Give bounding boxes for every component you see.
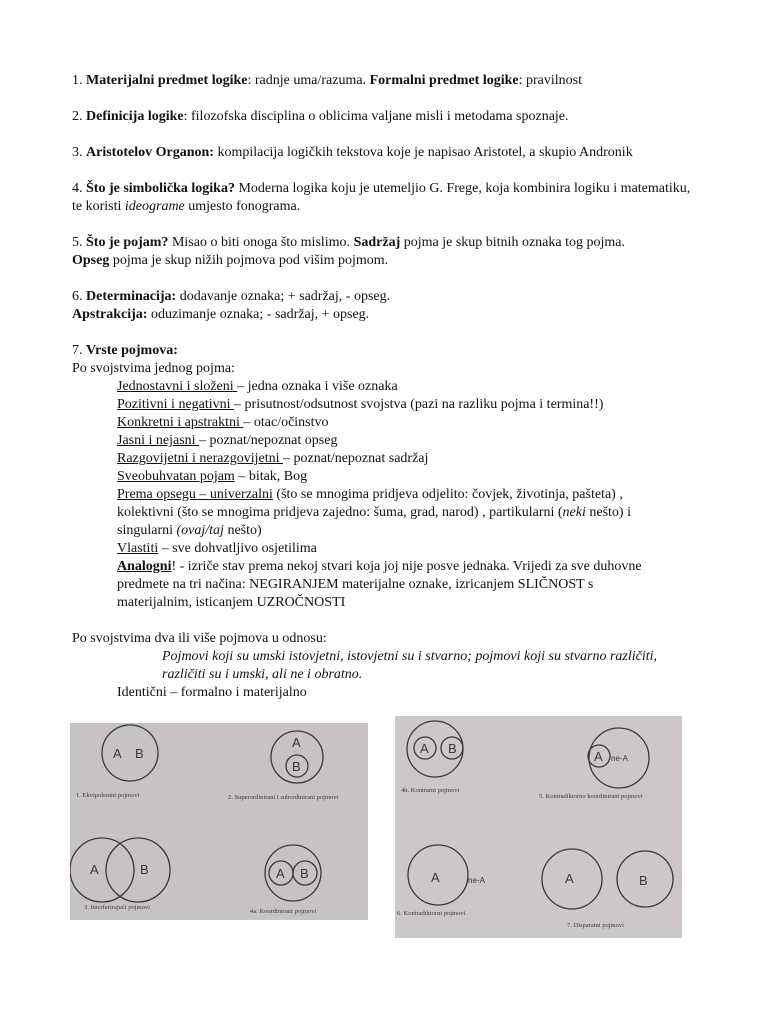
- document-body: [72, 72, 698, 702]
- caption-1: 1. Ekvipolentni pojmovi: [76, 792, 140, 799]
- label-a: A: [90, 862, 99, 877]
- label-a: A: [113, 746, 122, 761]
- quote-line-1: Pojmovi koji su umski istovjetni, istovjetni su i stvarno; pojmovi koji su stvarno različiti,: [162, 649, 658, 664]
- concept-type-9: Analogni! - izriče stav prema nekoj stvari koja joj nije posve jednaka. Vrijedi za sve duhovne: [117, 559, 642, 574]
- label-b: B: [448, 741, 457, 756]
- concept-type-4: Jasni i nejasni – poznat/nepoznat opseg: [117, 433, 338, 448]
- label-a: A: [565, 871, 574, 886]
- concept-type-7-line-2: kolektivni (što se mnogima pridjeva zajedno: šuma, grad, narod) , partikularni (neki nešto) i: [117, 505, 631, 520]
- concept-type-8: Vlastiti – sve dohvatljivo osjetilima: [117, 541, 317, 556]
- venn-photo-left: [70, 723, 368, 920]
- item-3: 3. Aristotelov Organon: kompilacija logičkih tekstova koje je napisao Aristotel, a skupio Andronik: [72, 145, 633, 160]
- item-1: 1. Materijalni predmet logike: radnje uma/razuma. Formalni predmet logike: pravilnost: [72, 73, 583, 88]
- label-b: B: [300, 866, 309, 881]
- caption-3: 3. Interferirajući pojmovi: [84, 904, 150, 911]
- label-not-a: ne-A: [468, 876, 485, 885]
- label-a: A: [594, 749, 603, 764]
- caption-6: 6. Kontradiktorni pojmovi: [397, 910, 466, 917]
- concept-type-1: Jednostavni i složeni – jedna oznaka i više oznaka: [117, 379, 398, 394]
- label-b: B: [639, 873, 648, 888]
- concept-type-7: Prema opsegu – univerzalni (što se mnogima pridjeva odjelito: čovjek, životinja, pašteta) ,: [117, 487, 623, 502]
- label-b: B: [140, 862, 149, 877]
- quote-line-2: različiti su i umski, ali ne i obratno.: [162, 667, 363, 682]
- concept-type-5: Razgovijetni i nerazgovijetni – poznat/nepoznat sadržaj: [117, 451, 429, 466]
- venn-diagrams-left: [70, 723, 368, 920]
- identical-concepts-line: Identični – formalno i materijalno: [117, 685, 307, 700]
- label-b: B: [135, 746, 144, 761]
- label-not-a: ne-A: [611, 754, 628, 763]
- label-a: A: [420, 741, 429, 756]
- concept-type-7-line-3: singularni (ovaj/taj nešto): [117, 523, 262, 538]
- venn-photo-right: [395, 716, 682, 938]
- caption-5: 5. Kontradiktorno koordinirani pojmovi: [539, 793, 643, 800]
- label-b: B: [292, 759, 301, 774]
- caption-2: 2. Superordinirani i subordinirani pojmovi: [228, 794, 339, 801]
- item-2: 2. Definicija logike: filozofska disciplina o oblicima valjane misli i metodama spoznaje.: [72, 109, 569, 124]
- concept-type-2: Pozitivni i negativni – prisutnost/odsutnost svojstva (pazi na razliku pojma i termina!!): [117, 397, 604, 412]
- item-5-line-2: Opseg pojma je skup nižih pojmova pod višim pojmom.: [72, 253, 389, 268]
- label-a: A: [431, 870, 440, 885]
- label-a: A: [276, 866, 285, 881]
- concept-type-3: Konkretni i apstraktni – otac/očinstvo: [117, 415, 329, 430]
- concept-type-9-line-3: materijalnim, isticanjem UZROČNOSTI: [117, 595, 346, 610]
- item-6: 6. Determinacija: dodavanje oznaka; + sadržaj, - opseg.: [72, 289, 391, 304]
- caption-7: 7. Disparatni pojmovi: [567, 922, 624, 929]
- concept-type-6: Sveobuhvatan pojam – bitak, Bog: [117, 469, 308, 484]
- caption-4b: 4b. Kontrarni pojmovi: [401, 787, 460, 794]
- item-5: 5. Što je pojam? Misao o biti onoga što mislimo. Sadržaj pojma je skup bitnih oznaka tog pojma.: [72, 235, 625, 250]
- item-7-intro: Po svojstvima jednog pojma:: [72, 361, 235, 376]
- venn-diagrams-right: [395, 716, 682, 938]
- caption-4a: 4a. Koordinirani pojmovi: [250, 908, 317, 915]
- item-7-intro-2: Po svojstvima dva ili više pojmova u odnosu:: [72, 631, 327, 646]
- item-4: 4. Što je simbolička logika? Moderna logika koju je utemeljio G. Frege, koja kombinira logiku i matematiku, te koristi ideograme umjesto fonograma.: [72, 181, 691, 214]
- label-a: A: [292, 735, 301, 750]
- item-6-line-2: Apstrakcija: oduzimanje oznaka; - sadržaj, + opseg.: [72, 307, 370, 322]
- item-7-heading: 7. Vrste pojmova:: [72, 343, 178, 358]
- concept-type-9-line-2: predmete na tri načina: NEGIRANJEM materijalne oznake, izricanjem SLIČNOST s: [117, 577, 594, 592]
